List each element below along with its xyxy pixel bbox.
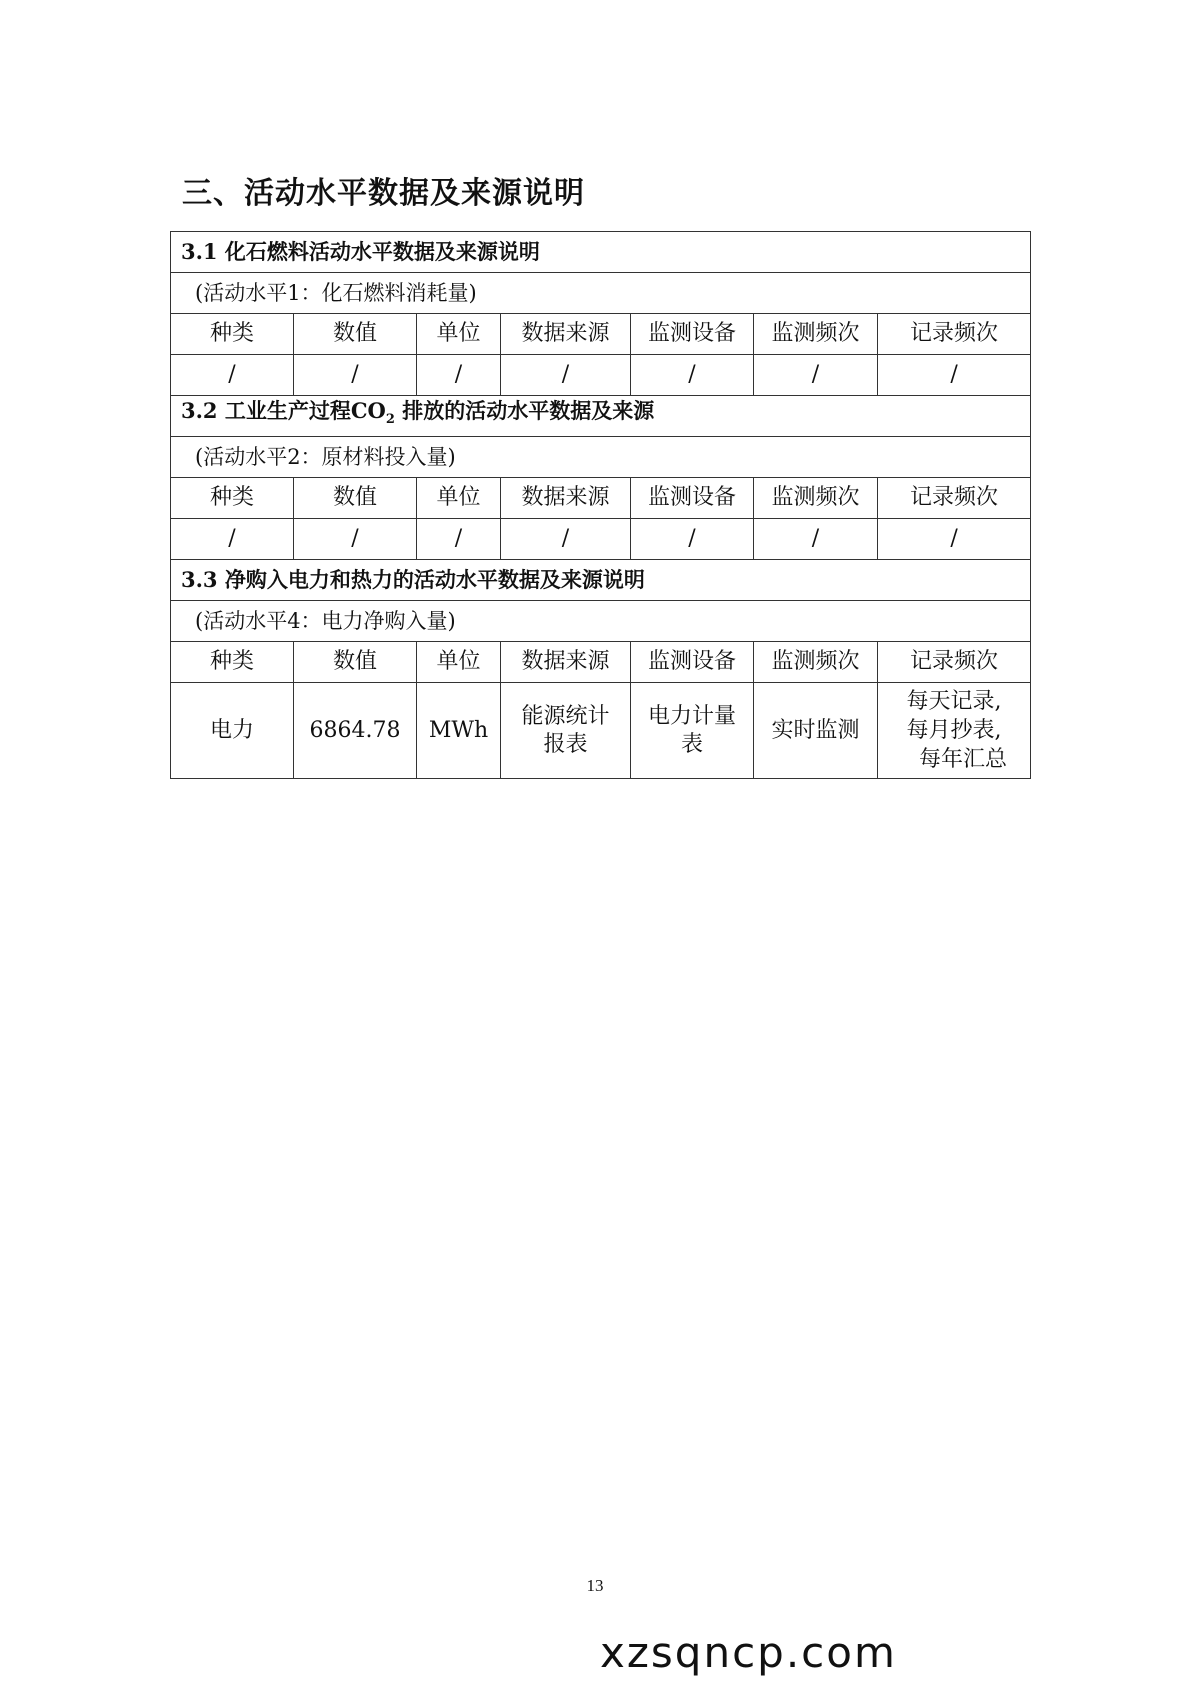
title-text: 3.2 工业生产过程CO <box>181 398 386 424</box>
column-header: 监测频次 <box>754 478 878 519</box>
column-header: 监测频次 <box>754 314 878 355</box>
column-header: 单位 <box>417 642 501 683</box>
table-cell: / <box>878 519 1031 560</box>
table-cell: / <box>878 355 1031 396</box>
column-header: 数值 <box>294 478 417 519</box>
table-cell: / <box>631 355 754 396</box>
table-cell: 电力计量表 <box>631 683 754 779</box>
table-cell: 能源统计报表 <box>501 683 631 779</box>
table-cell: / <box>754 519 878 560</box>
column-header-row <box>171 314 1031 355</box>
record-line: 每月抄表, <box>906 718 1002 743</box>
section-title-3-2 <box>171 396 1031 437</box>
column-header: 数据来源 <box>501 314 631 355</box>
column-header: 监测设备 <box>631 314 754 355</box>
table-row <box>171 355 1031 396</box>
table-cell: 6864.78 <box>294 683 417 779</box>
column-header-row <box>171 642 1031 683</box>
column-header: 数据来源 <box>501 478 631 519</box>
section-subtitle-3-2: (活动水平2：原材料投入量) <box>171 437 1031 478</box>
page-number: 13 <box>586 1576 604 1595</box>
column-header: 监测设备 <box>631 642 754 683</box>
table-cell: 电力 <box>171 683 294 779</box>
record-line: 每年汇总 <box>919 747 1008 772</box>
column-header: 数值 <box>294 642 417 683</box>
column-header: 记录频次 <box>878 642 1031 683</box>
table-cell: / <box>754 355 878 396</box>
column-header: 数值 <box>294 314 417 355</box>
table-row <box>171 519 1031 560</box>
section-title-row <box>171 232 1031 273</box>
table-cell: / <box>171 355 294 396</box>
subscript: 2 <box>385 412 395 428</box>
activity-data-table <box>170 231 1031 779</box>
table-row <box>171 683 1031 779</box>
table-cell: / <box>501 519 631 560</box>
table-cell: / <box>631 519 754 560</box>
column-header: 单位 <box>417 478 501 519</box>
table-cell: / <box>501 355 631 396</box>
column-header: 监测频次 <box>754 642 878 683</box>
section-title-3-3: 3.3 净购入电力和热力的活动水平数据及来源说明 <box>171 560 1031 601</box>
section-subtitle-row <box>171 437 1031 478</box>
section-title-row <box>171 396 1031 437</box>
table-cell: MWh <box>417 683 501 779</box>
record-frequency-cell <box>878 683 1031 779</box>
table-cell: 实时监测 <box>754 683 878 779</box>
column-header: 种类 <box>171 642 294 683</box>
table-cell: / <box>294 355 417 396</box>
column-header: 单位 <box>417 314 501 355</box>
section-subtitle-3-1: (活动水平1：化石燃料消耗量) <box>171 273 1031 314</box>
watermark: xzsqncp.com <box>600 1628 897 1677</box>
record-line: 每天记录, <box>906 689 1002 714</box>
table-cell: / <box>417 519 501 560</box>
column-header: 记录频次 <box>878 478 1031 519</box>
section-heading: 三、活动水平数据及来源说明 <box>182 176 585 211</box>
column-header: 种类 <box>171 314 294 355</box>
section-subtitle-3-3: (活动水平4：电力净购入量) <box>171 601 1031 642</box>
section-title-3-1: 3.1 化石燃料活动水平数据及来源说明 <box>171 232 1031 273</box>
section-subtitle-row <box>171 601 1031 642</box>
column-header-row <box>171 478 1031 519</box>
column-header: 监测设备 <box>631 478 754 519</box>
column-header: 种类 <box>171 478 294 519</box>
table-cell: / <box>171 519 294 560</box>
section-subtitle-row <box>171 273 1031 314</box>
section-title-row <box>171 560 1031 601</box>
table-cell: / <box>417 355 501 396</box>
table-cell: / <box>294 519 417 560</box>
column-header: 记录频次 <box>878 314 1031 355</box>
column-header: 数据来源 <box>501 642 631 683</box>
title-text: 排放的活动水平数据及来源 <box>394 398 655 424</box>
